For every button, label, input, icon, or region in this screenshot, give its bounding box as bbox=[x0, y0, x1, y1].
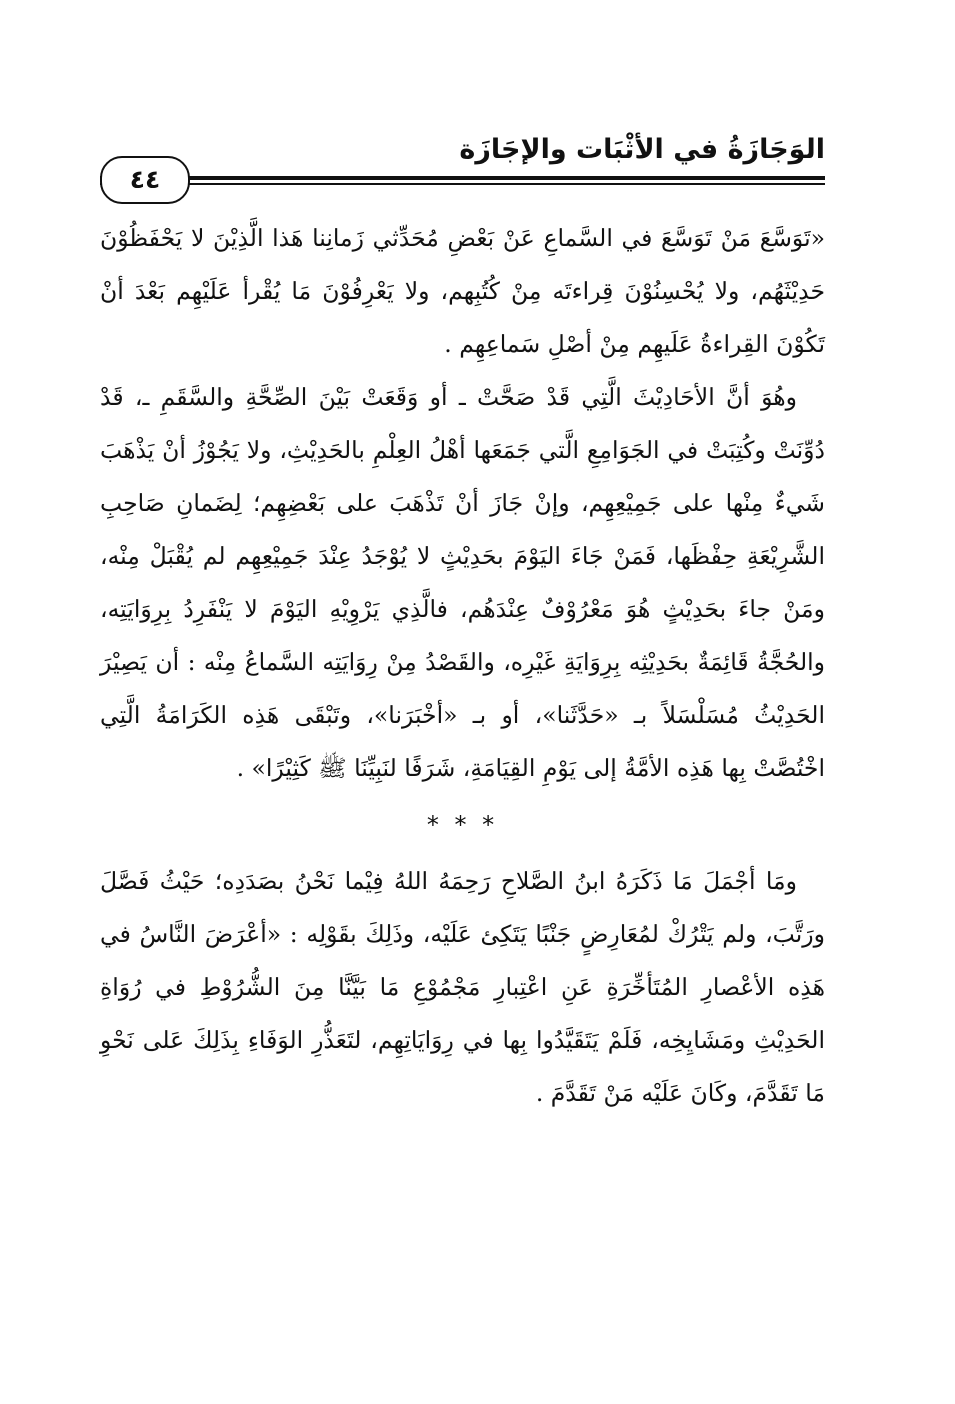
section-separator: * * * bbox=[426, 811, 499, 839]
page-header bbox=[100, 128, 825, 208]
quote-paragraph: «تَوَسَّعَ مَنْ تَوَسَّعَ في السَّماعِ عَنْ بَعْضِ مُحَدِّثي زَمانِنا هَذا الَّذِيْنَ لا يَحْفَظُوْنَ حَدِيْثَهُم، ولا يُحْسِنُوْنَ قِراءتَه مِنْ كُتُبِهم، ولا يَعْرِفُوْنَ مَا يُقْرأ عَلَيْهِم بَعْدَ أنْ تَكُوْنَ القِراءةُ عَلَيهِم مِنْ أصْلِ سَماعِهِم . bbox=[100, 224, 825, 358]
running-title: الوَجَازَةُ في الأثْبَات والإجَازَة bbox=[459, 134, 825, 165]
body-paragraph: وهُوَ أنَّ الأحَادِيْثَ الَّتِي قَدْ صَحَّتْ ـ أو وَقَعَتْ بَيْنَ الصِّحَّةِ والسَّقَمِ ـ، قَدْ دُوِّنَتْ وكُتِبَتْ في الجَوَامِعِ الَّتي جَمَعَها أهْلُ العِلْمِ بالحَدِيْثِ، ولا يَجُوْزُ أنْ يَذْهَبَ شَيءٌ مِنْها على جَمِيْعِهِم، وإنْ جَازَ أنْ تَذْهَبَ على بَعْضِهِم؛ لِضَمانِ صَاحِبِ الشَّرِيْعَةِ حِفْظَها، فَمَنْ جَاءَ اليَوْمَ بحَدِيْثٍ لا يُوْجَدُ عِنْدَ جَمِيْعِهِم لم يُقْبَلْ مِنْه، ومَنْ جاءَ بحَدِيْثٍ هُوَ مَعْرُوْفٌ عِنْدَهُم، فالَّذِي يَرْوِيْهِ اليَوْمَ لا يَنْفَرِدُ بِرِوَايَتِه، والحُجَّةُ قَائِمَةٌ بحَدِيْثِه بِرِوَايَةِ غَيْرِه، والقَصْدُ مِنْ رِوَايَتِه السَّماعُ مِنْه : أن يَصِيْرَ الحَدِيْثُ مُسَلْسَلاً بـ «حَدَّثَنا»، أو بـ «أخْبَرَنا»، وتَبْقَى هَذِه الكَرَامَةُ الَّتِي اخْتُصَّتْ بِها هَذِه الأمَّةُ إلى يَوْمِ القِيَامَةِ، شَرَفًا لنَبِيِّنَا ﷺ كَثِيْرًا» . bbox=[100, 383, 825, 782]
page-number-badge: ٤٤ bbox=[100, 156, 190, 204]
page-body bbox=[100, 212, 825, 1120]
closing-paragraph: ومَا أجْمَلَ مَا ذَكَرَهُ ابنُ الصَّلاحِ رَحِمَهُ اللهُ فِيْما نَحْنُ بصَدَدِه؛ حَيْثُ فَصَّلَ ورَتَّبَ، ولم يَتْرُكْ لمُعَارِضٍ جَنْبًا يَتَكِئ عَلَيْه، وذَلِكَ بقَوْلِه : «أعْرَضَ النَّاسُ في هَذِه الأعْصارِ المُتَأخِّرَةِ عَنِ اعْتِبارِ مَجْمُوْعِ مَا بَيَّنَّا مِنَ الشُّرُوْطِ في رُوَاةِ الحَدِيْثِ ومَشَايِخِه، فَلَمْ يَتَقَيَّدُوا بِها في رِوَايَاتِهِم، لتَعَذُّرِ الوَفَاءِ بِذَلِكَ عَلى نَحْوِ مَا تَقَدَّمَ، وكَانَ عَلَيْه مَنْ تَقَدَّمَ . bbox=[100, 867, 825, 1107]
header-rule bbox=[100, 176, 825, 185]
